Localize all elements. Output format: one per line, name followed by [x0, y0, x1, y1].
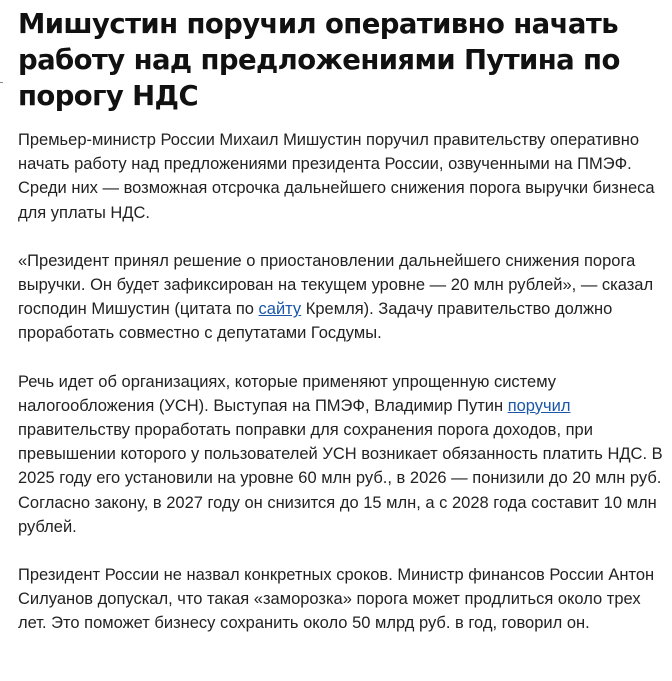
edge-marker [0, 82, 3, 83]
article-title: Мишустин поручил оперативно начать работу над предложениями Путина по порогу НДС [18, 8, 620, 112]
article-paragraph-3 [18, 370, 668, 539]
paragraph-2-text-start: «Президент принял решение о приостановлении дальнейшего снижения порога выручки. Он будет зафиксирован на текущем уровне — 20 млн рублей», — сказал господин Мишустин (цитата по [18, 251, 654, 319]
article-paragraph-1: Премьер-министр России Михаил Мишустин поручил правительству оперативно начать работу над предложениями президента России, озвученными на ПМЭФ. Среди них — возможная отсрочка дальнейшего снижения порога выручки бизнеса для уплаты НДС. [18, 131, 655, 222]
paragraph-2-text-end: Кремля). Задачу правительство должно проработать совместно с депутатами Госдумы. [18, 300, 613, 343]
putin-instructed-link[interactable]: поручил [507, 396, 571, 415]
paragraph-3-text-start: Речь идет об организациях, которые применяют упрощенную систему налогообложения (УСН). Выступая на ПМЭФ, Владимир Путин [18, 372, 556, 415]
news-article [18, 6, 668, 636]
article-paragraph-4: Президент России не назвал конкретных сроков. Министр финансов России Антон Силуанов допускал, что такая «заморозка» порога может продлиться около трех лет. Это поможет бизнесу сохранить около 50 млрд руб. в год, говорил он. [18, 566, 655, 633]
article-paragraph-2 [18, 249, 668, 346]
kremlin-site-link[interactable]: сайту [258, 300, 302, 319]
paragraph-3-text-end: правительству проработать поправки для сохранения порога доходов, при превышении которого у пользователей УСН возникает обязанность платить НДС. В 2025 году его установили на уровне 60 млн руб., в 2026 — понизили до 20 млн руб. Согласно закону, в 2027 году он снизится до 15 млн, а с 2028 года составит 10 млн рублей. [18, 421, 663, 536]
